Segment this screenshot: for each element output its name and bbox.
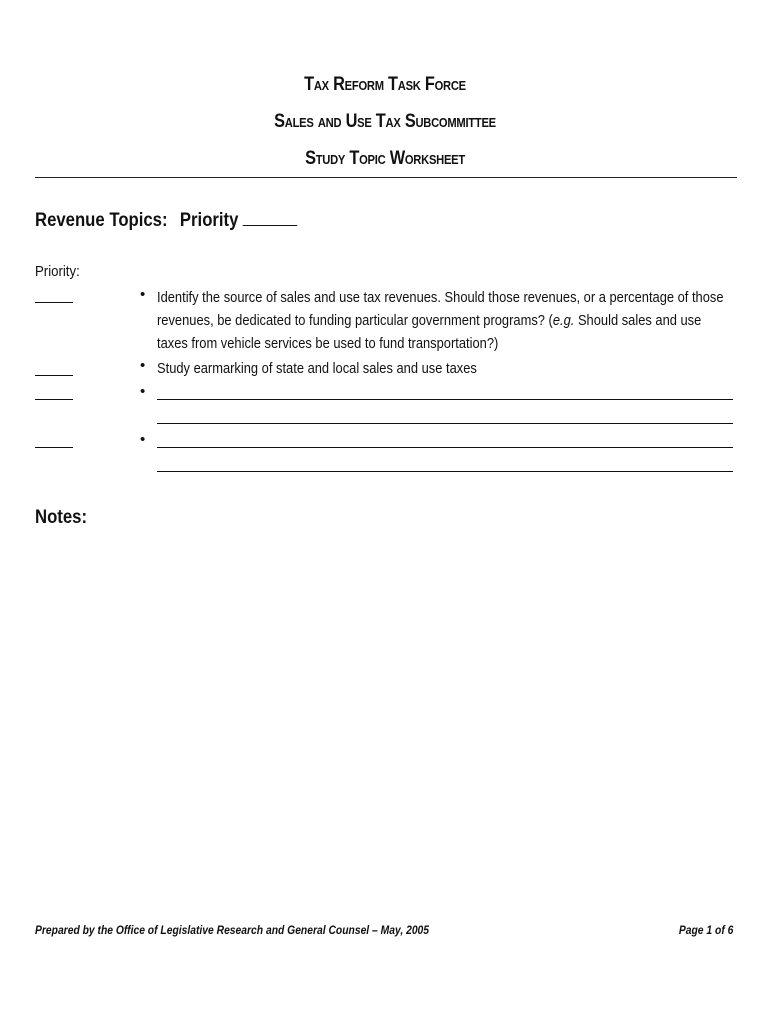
topic-text-1: Identify the source of sales and use tax revenues. Should those revenues, or a percentage of those revenues, be dedicated to funding particular government programs? (e.g. Should sales and use taxes from vehicle services be used to fund transportation?): [157, 289, 724, 352]
title-divider: [35, 177, 737, 178]
priority-blank-1[interactable]: [35, 302, 73, 303]
priority-blank-4[interactable]: [35, 447, 73, 448]
footer-prepared-by: Prepared by the Office of Legislative Research and General Counsel – May, 2005: [35, 923, 430, 937]
bullet-3: •: [140, 383, 146, 400]
document-title: [0, 66, 770, 177]
priority-blank-2[interactable]: [35, 375, 73, 376]
bullet-2: •: [140, 357, 146, 374]
footer-page-number: Page 1 of 6: [678, 923, 733, 937]
bullet-4: •: [140, 431, 146, 448]
priority-heading-label: Priority: [179, 210, 239, 231]
priority-blank-3[interactable]: [35, 399, 73, 400]
notes-heading: Notes:: [35, 507, 88, 528]
topic-fill-line-4a[interactable]: [157, 447, 733, 448]
priority-blank-field[interactable]: [243, 211, 298, 226]
topic-text-2: Study earmarking of state and local sales and use taxes: [157, 360, 477, 377]
topic-fill-line-3b[interactable]: [157, 423, 733, 424]
topic-fill-line-4b[interactable]: [157, 471, 733, 472]
priority-column-label: Priority:: [35, 263, 80, 280]
topic-fill-line-3a[interactable]: [157, 399, 733, 400]
revenue-topics-label: Revenue Topics:: [35, 210, 168, 231]
title-line-2: Sales and Use Tax Subcommittee: [274, 111, 496, 132]
title-line-1: Tax Reform Task Force: [304, 74, 466, 95]
revenue-topics-heading: [35, 210, 298, 232]
bullet-1: •: [140, 286, 146, 303]
title-line-3: Study Topic Worksheet: [305, 148, 465, 169]
